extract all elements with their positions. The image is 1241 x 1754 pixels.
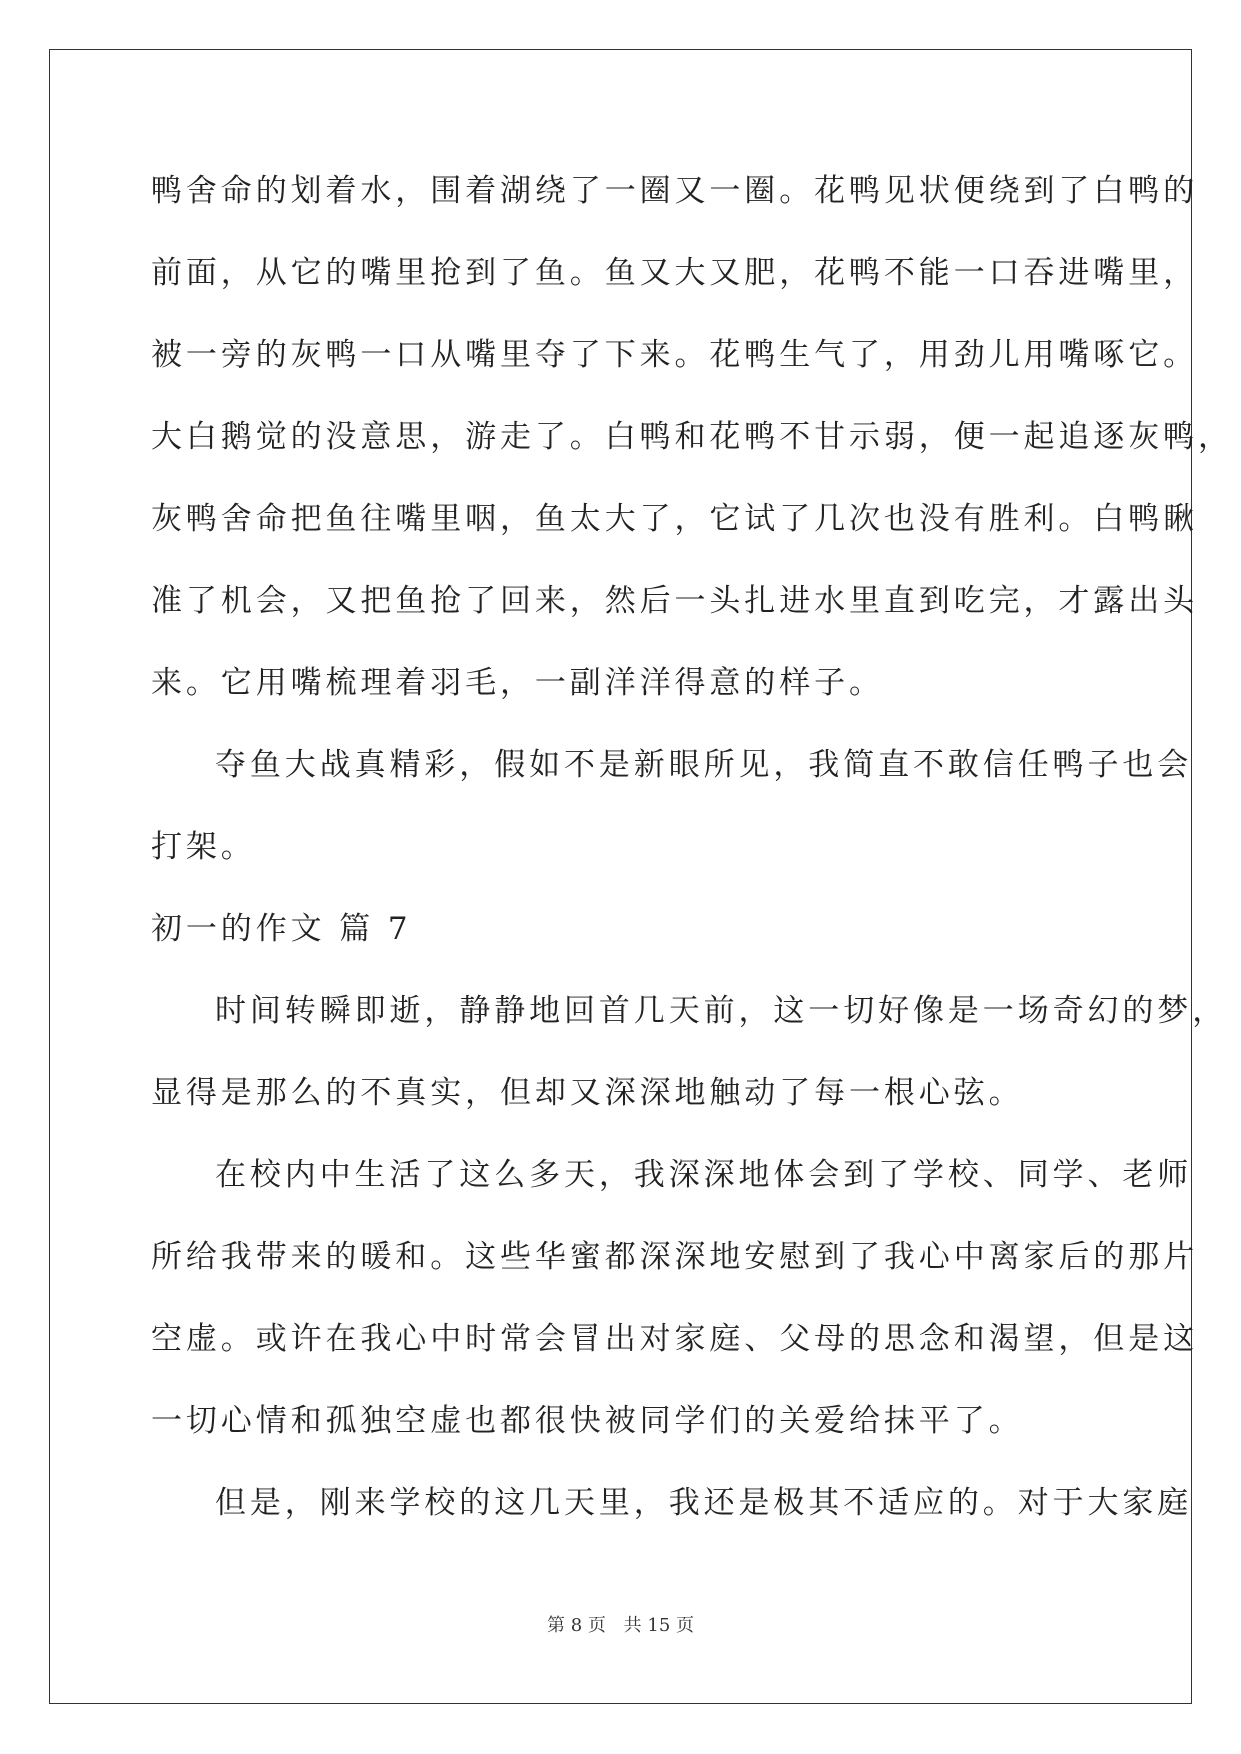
paragraph-line: 在校内中生活了这么多天，我深深地体会到了学校、同学、老师 (215, 1157, 1193, 1193)
paragraph-line: 时间转瞬即逝，静静地回首几天前，这一切好像是一场奇幻的梦， (215, 993, 1228, 1029)
page-footer (0, 1611, 1241, 1637)
paragraph-line: 鸭舍命的划着水，围着湖绕了一圈又一圈。花鸭见状便绕到了白鸭的 (151, 173, 1198, 209)
paragraph-line: 但是，刚来学校的这几天里，我还是极其不适应的。对于大家庭 (215, 1485, 1193, 1521)
section-heading: 初一的作文 篇 7 (151, 911, 412, 947)
paragraph-line: 所给我带来的暖和。这些华蜜都深深地安慰到了我心中离家后的那片 (151, 1239, 1198, 1275)
paragraph-line: 前面，从它的嘴里抢到了鱼。鱼又大又肥，花鸭不能一口吞进嘴里， (151, 255, 1198, 291)
page-total: 共 15 页 (623, 1615, 694, 1636)
paragraph-line: 准了机会，又把鱼抢了回来，然后一头扎进水里直到吃完，才露出头 (151, 583, 1198, 619)
paragraph-line: 显得是那么的不真实，但却又深深地触动了每一根心弦。 (151, 1075, 1024, 1111)
paragraph-line: 被一旁的灰鸭一口从嘴里夺了下来。花鸭生气了，用劲儿用嘴啄它。 (151, 337, 1198, 373)
paragraph-line: 灰鸭舍命把鱼往嘴里咽，鱼太大了，它试了几次也没有胜利。白鸭瞅 (151, 501, 1198, 537)
page-number: 第 8 页 (547, 1615, 606, 1636)
paragraph-line: 空虚。或许在我心中时常会冒出对家庭、父母的思念和渴望，但是这 (151, 1321, 1198, 1357)
paragraph-line: 一切心情和孤独空虚也都很快被同学们的关爱给抹平了。 (151, 1403, 1024, 1439)
paragraph-line: 打架。 (151, 829, 256, 865)
paragraph-line: 来。它用嘴梳理着羽毛，一副洋洋得意的样子。 (151, 665, 884, 701)
paragraph-line: 夺鱼大战真精彩，假如不是新眼所见，我简直不敢信任鸭子也会 (215, 747, 1193, 783)
paragraph-line: 大白鹅觉的没意思，游走了。白鸭和花鸭不甘示弱，便一起追逐灰鸭， (151, 419, 1233, 455)
document-body (151, 158, 1233, 1552)
